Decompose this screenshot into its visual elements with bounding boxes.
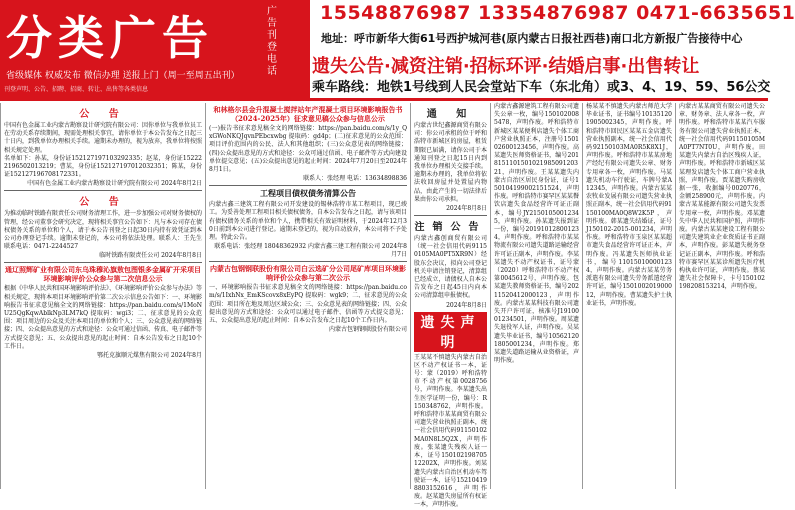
notice-headline: 通辽照辉矿业有限公司东乌珠穆沁旗敖包图银多金属矿开采项目环境影响评价公众参与第二次信息公示 (5, 265, 201, 284)
notice-headline: 内蒙古包钢钢联股份有限公司白云选矿分公司尾矿库项目环境影响评价公众参与第二次公示 (210, 264, 406, 283)
notice-signature: 内蒙古包钢钢联股份有限公司 (328, 326, 407, 334)
column-5 (582, 103, 675, 489)
notice-signature: 鄂托克旗顺元煤焦有限公司 2024年8月 (97, 352, 202, 360)
notice-signature: 联系电话：张经理 18048362932 内蒙古鑫三建工程有限公司 2024年8月7日 (214, 243, 407, 259)
lost-notice-list: 王某某不慎遗失内蒙古自治区不动产权证书一本，证号：蒙（2019）呼和浩特市不动产权第0028756号，声明作废。李某遗失出生医学证明一份，编号：R150348762，声明作废。呼和浩特市某某商贸有限公司遗失营业执照正副本，统一社会信用代码91150102MA0N8L5Q2X，声明作废。张某遗失残疾人证一本，证号15010219870512202X，声明作废。刘某遗失内蒙古自治区机动车驾驶证一本，证号152104198803152616，声明作废。赵某遗失房屋所有权证一本，声明作废。 (414, 353, 487, 509)
office-address: 地址：呼市新华大街61号西护城河巷(原内蒙古日报社西巷)南口北方新报广告接待中心 (321, 32, 743, 45)
masthead (0, 0, 795, 98)
notice-signature: 联系人：张经理 电话：13634898836 (303, 175, 407, 183)
notice-body: (一)报告书征求意见稿全文的网络链接：https://pan.baidu.com/s/1y_QxGWoNKQJqvnPEbcxwbg 提取码：gd4p；(二)征求意见的公众范围：项目评价范围内的公民、法人和其他组织；(三)公众意见表的网络链接；(四)公众提出意见的方式和途径：公众可通过信函、电子邮件等方式向建设单位提交意见；(五)公众提出意见的起止时间：2024年7月20日至2024年8月1日。 (209, 125, 407, 174)
notice-title: 公 告 (79, 197, 127, 209)
column-1 (0, 103, 205, 489)
ad-phone-numbers: 15548876987 13354876987 0471-6635651 (320, 2, 795, 24)
lost-notice-banner: 遗失声明 (414, 312, 487, 352)
notice-title: 通 知 (426, 109, 475, 120)
divider (4, 190, 202, 191)
notice-body: 为推动临时铁路有限责任公司财务清理工作，进一步加强公司对财务债权的管理，经公司董事会研究决定，现将相关事宜公告如下：凡与本公司存在债权债务关系的单位和个人，请于本公告刊登之日起30日内持有效凭证到本公司办理登记手续。逾期未登记的，本公司将依法处理。联系人：王先生 联系电话：0471-2244527 (4, 210, 203, 251)
notice-body: 内蒙古鑫三建筑工程有限公司开发建设的锡林浩特市某工程项目，现已竣工。为妥善处理工程项目相关债权债务，自本公告发布之日起，请与该项目有债权债务关系的单位和个人，携带相关有效证明材料，于2024年12月30日前到本公司进行登记。逾期未登记的，视为自动放弃，本公司将不予处理。特此公告。 (209, 201, 408, 242)
transit-route: 乘车路线：地铁1号线到人民会堂站下车（东北角）或3、4、19、59、56公交 (312, 80, 771, 95)
column-2 (205, 103, 410, 489)
notice-list: 名单如下：孙某，身份证152127197103292335；赵某，身份证152222196502013219；曹某，身份证152127197012032351；陈某，身份证152127196708172331。 (4, 154, 202, 179)
notice-body: 内蒙古鑫创商贸有限公司（统一社会信用代码91150105MA0PT5XR9N）经股东会决议，拟向公司登记机关申请注销登记，清算组已经成立，请债权人自本公告发布之日起45日内向本公司清算组申报债权。 (414, 235, 487, 300)
notice-signature: 中国有色金属工业内蒙古勘察设计研究院有限公司 2024年8月2日 (27, 180, 202, 188)
lost-notice-list: 内蒙古某某商贸有限公司遗失公章、财务章、法人章各一枚，声明作废。呼和浩特市某某汽车服务有限公司遗失营业执照正本，统一社会信用代码91150105MA0PT7NT0U，声明作废。田某遗失内蒙古自治区残疾人证，声明作废。呼和浩特市新城区某某理发店遗失个体工商户营业执照，声明作废。贾某遗失购房收据一张，收据编号0020776，金额258900元，声明作废。内蒙古某某能源有限公司遗失发票专用章一枚，声明作废。邓某遗失中华人民共和国护照，声明作废。内蒙古某某建设工程有限公司遗失建筑业企业资质证书正副本，声明作废。彭某遗失税务登记证正副本，声明作废。呼和浩特市赛罕区某某诊所遗失医疗机构执业许可证，声明作废。蔡某遗失社会保障卡，卡号150102198208153214，声明作废。 (679, 103, 765, 291)
lost-notice-list: 杨某某不慎遗失内蒙古师范大学毕业证书，证书编号101351201905002345，声明作废。呼和浩特市回民区某某五金店遗失营业执照副本，统一社会信用代码92150103MA0R5K8X1J，声明作废。呼和浩特市某某房地产经纪有限公司遗失公章、财务专用章各一枚，声明作废。马某遗失机动车行驶证，车牌号蒙A12345，声明作废。内蒙古某某农牧业发展有限公司遗失营业执照正副本，统一社会信用代码91150100MA0Q8W2K5P，声明作废。韩某遗失结婚证，证号J150102-2015-001234，声明作废。呼和浩特市玉泉区某某超市遗失食品经营许可证正本，声明作废。冯某遗失医师执业证书，编号110150100001234，声明作废。内蒙古某某劳务派遣有限公司遗失劳务派遣经营许可证，编号150100201900012，声明作废。曹某遗失护士执业证书，声明作废。 (586, 103, 672, 307)
column-6 (675, 103, 768, 489)
notice-body: 中国有色金属工业内蒙古勘察设计研究院有限公司：因你单位与我单位员工在劳动关系存续期间，现需处理相关事宜，请你单位于本公告发布之日起三十日内，到我单位办理相关手续。逾期未办理的，视为放弃，我单位将按照相关规定处理。 (4, 122, 203, 154)
notice-body: 内蒙古世纪鑫源商贸有限公司：你公司承租的位于呼和浩特市新城区的房屋，租赁期限已届满，请你公司于本通知刊登之日起15日内到我单位办理相关交接手续。逾期未办理的，我单位将依法收回房屋并处置屋内物品，由此产生的一切法律后果由你公司承担。 (414, 122, 487, 203)
divider (414, 215, 487, 216)
notice-body: 根据《中华人民共和国环境影响评价法》、《环境影响评价公众参与办法》等相关规定，现将本项目环境影响评价第二次公示信息公告如下：一、环境影响报告书征求意见稿全文的网络链接：https://pan.baidu.com/s/1MoNU25QgKqwAblkNp3LM7kQ 提取码：wgi3；二、征求意见的公众范围：项目周边的公众及关注本项目的单位和个人；三、公众意见表的网络链接；四、公众提出意见的方式和途径：公众可通过信函、传真、电子邮件等方式提交意见；五、公众提出意见的起止时间：自本公告发布之日起10个工作日。 (4, 285, 203, 350)
notice-body: 一、环境影响报告书征求意见稿全文的网络链接：https://pan.baidu.com/s/1IxhNx_EmKScovx8xEyPQ 提取码：wgk9；二、征求意见的公众范围：项目所在地及周边区域公众；三、公众意见表的网络链接；四、公众提出意见的方式和途径：公众可以通过电子邮件、信函等方式提交意见；五、公众提出意见的起止时间：自本公告发布之日起10个工作日内。 (209, 284, 408, 325)
notice-title: 公 告 (79, 109, 127, 120)
notice-signature: 2024年8月8日 (446, 205, 487, 213)
brand-block (0, 0, 310, 98)
brand-sub-slogan: 刊登声明、公告、招聘、招商、转让、出售等各类信息 (4, 86, 149, 93)
notice-signature: 临时铁路有限责任公司 2024年8月8日 (99, 252, 202, 260)
divider (209, 261, 407, 262)
notice-signature: 2024年8月8日 (446, 301, 487, 309)
brand-vertical-label: 广告刊登电话 (267, 6, 277, 77)
service-list: 遗失公告·减资注销·招标环评·结婚启事·出售转让 (312, 56, 700, 77)
brand-slogan: 省级媒体 权威发布 微信办理 送报上门（周一至周五出刊） (6, 71, 240, 81)
brand-title: 分类广告 (6, 11, 214, 65)
notice-title: 注销公告 (414, 222, 487, 234)
lost-notice-list: 内蒙古鑫源建筑工程有限公司遗失公章一枚，编号1501020085478，声明作废。呼和浩特市新城区某某便利店遗失个体工商户营业执照正本，注册号150102600123456，声明作废。高某遗失医师资格证书，编号201815110150102198509120321，声明作废。王某某遗失内蒙古自治区居民身份证，证号150104199002151524，声明作废。呼和浩特市赛罕区某某餐饮店遗失食品经营许可证正副本，编号JY21501050012345，声明作废。孙某遗失报到证一份，编号201910128001234，声明作废。呼和浩特市某某物流有限公司遗失道路运输经营许可证正副本，声明作废。李某某遗失不动产权证书，证号蒙（2020）呼和浩特市不动产权第0045612号，声明作废。包某遗失教师资格证书，编号20211520412000123，声明作废。内蒙古某某科技有限公司遗失开户许可证，核准号J1910001234501，声明作废。周某遗失退役军人证，声明作废。吴某遗失毕业证书，编号105621201805001234，声明作废。郑某遗失道路运输从业资格证，声明作废。 (494, 103, 579, 365)
header-divider (0, 98, 768, 101)
notice-headline: 和林格尔县金升混凝土搅拌站年产混凝土项目环境影响报告书（2024-2025年）征求意见稿公众参与信息公示 (213, 105, 403, 123)
column-4 (490, 103, 582, 489)
notice-title: 工程项目债权债务清算公告 (260, 188, 356, 199)
column-3 (410, 103, 490, 509)
divider (4, 262, 202, 263)
divider (209, 185, 407, 186)
